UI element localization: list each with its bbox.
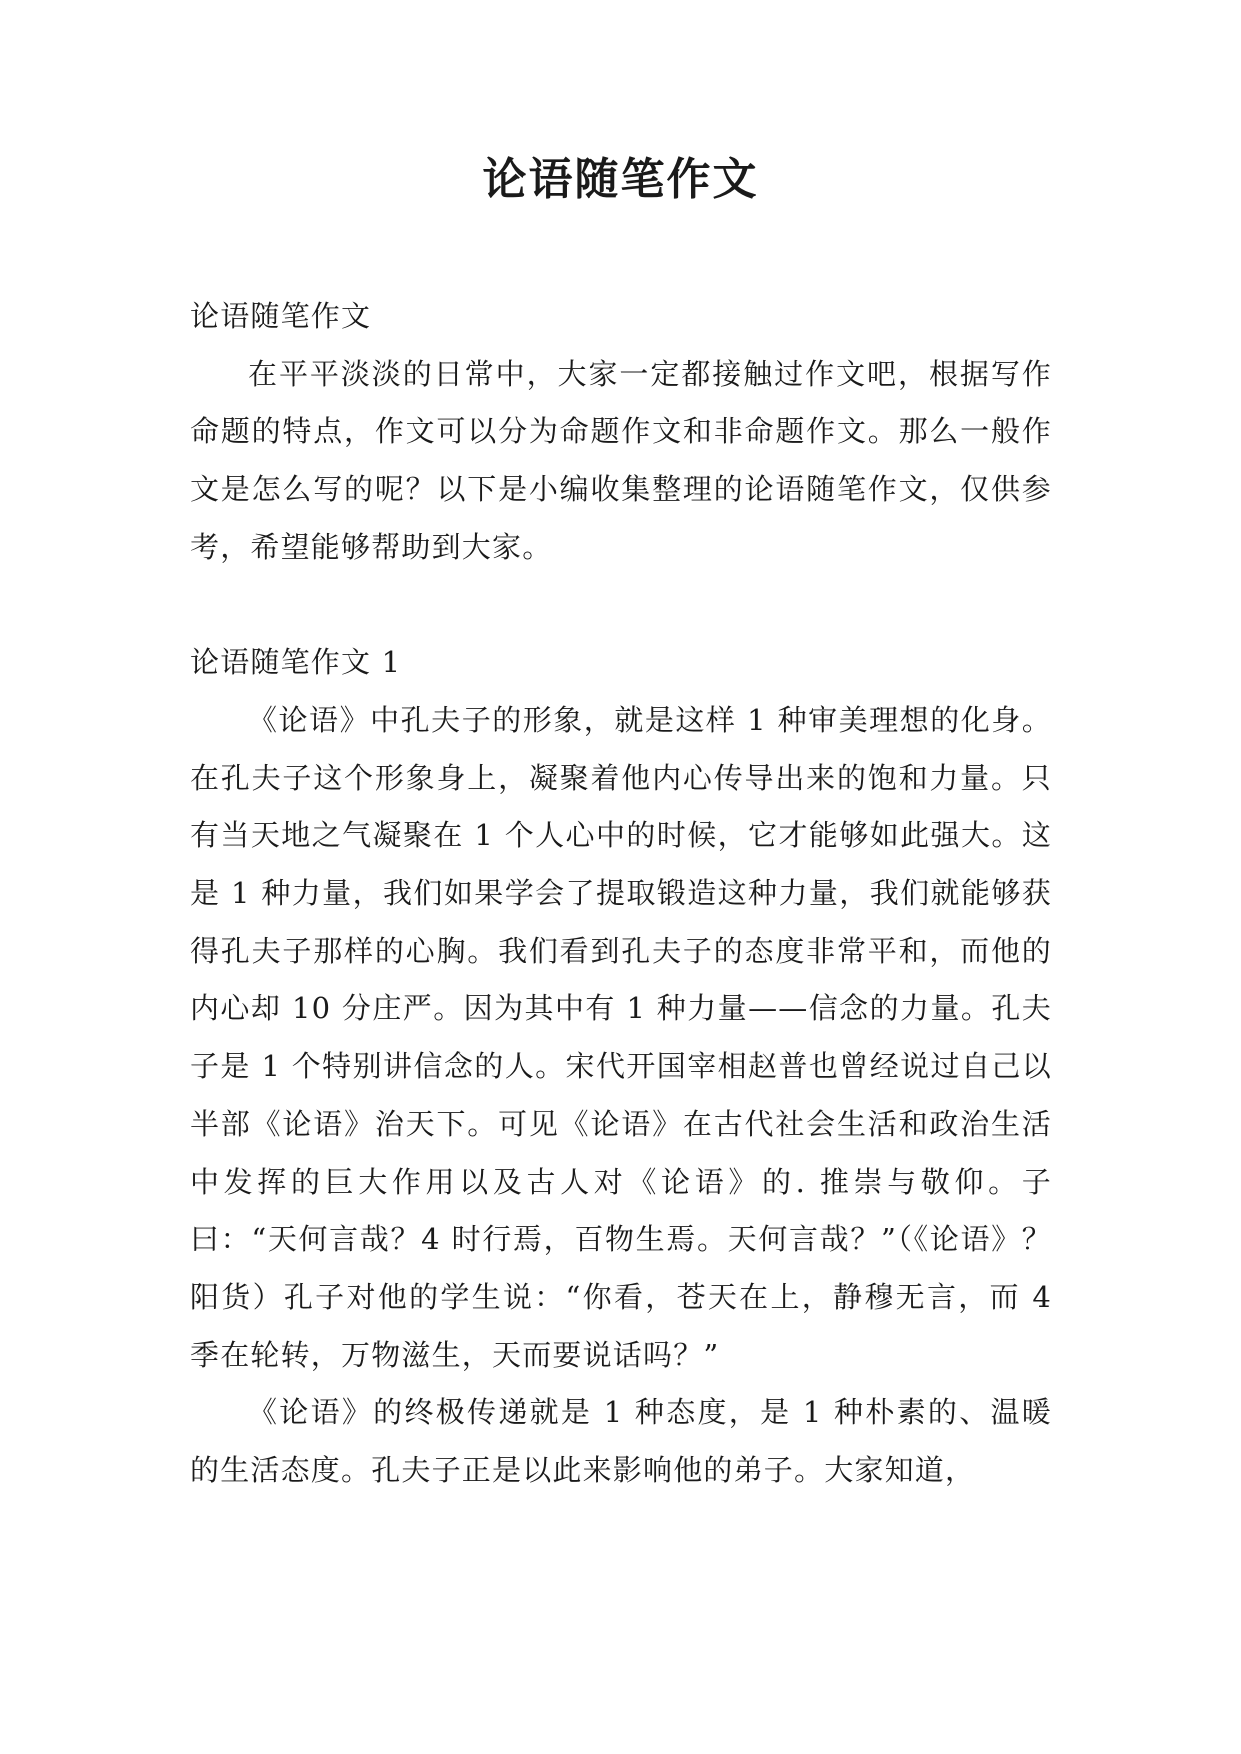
article-heading: 论语随笔作文 bbox=[190, 299, 372, 333]
document-title: 论语随笔作文 bbox=[482, 154, 759, 205]
paragraph-spacer bbox=[190, 577, 1052, 635]
section-1-paragraph-1: 《论语》中孔夫子的形象，就是这样 1 种审美理想的化身。在孔夫子这个形象身上，凝聚着他内心传导出来的饱和力量。只有当天地之气凝聚在 1 个人心中的时候，它才能够如此强大。这是 1 种力量，我们如果学会了提取锻造这种力量，我们就能够获得孔夫子那样的心胸。我们看到孔夫子的态度非常平和，而他的内心却 10 分庄严。因为其中有 1 种力量——信念的力量。孔夫子是 1 个特别讲信念的人。宋代开国宰相赵普也曾经说过自己以半部《论语》治天下。可见《论语》在古代社会生活和政治生活中发挥的巨大作用以及古人对《论语》的. 推崇与敬仰。子曰：“天何言哉？4 时行焉，百物生焉。天何言哉？”（《论语》？阳货）孔子对他的学生说：“你看，苍天在上，静穆无言，而 4 季在轮转，万物滋生，天而要说话吗？” bbox=[190, 702, 1052, 1372]
section-1-paragraph-2: 《论语》的终极传递就是 1 种态度，是 1 种朴素的、温暖的生活态度。孔夫子正是以此来影响他的弟子。大家知道， bbox=[190, 1395, 1052, 1488]
document-body bbox=[190, 288, 1052, 1500]
section-heading-1: 论语随笔作文 1 bbox=[190, 645, 402, 680]
intro-paragraph: 在平平淡淡的日常中，大家一定都接触过作文吧，根据写作命题的特点，作文可以分为命题作文和非命题作文。那么一般作文是怎么写的呢？以下是小编收集整理的论语随笔作文，仅供参考，希望能够帮助到大家。 bbox=[190, 356, 1052, 564]
